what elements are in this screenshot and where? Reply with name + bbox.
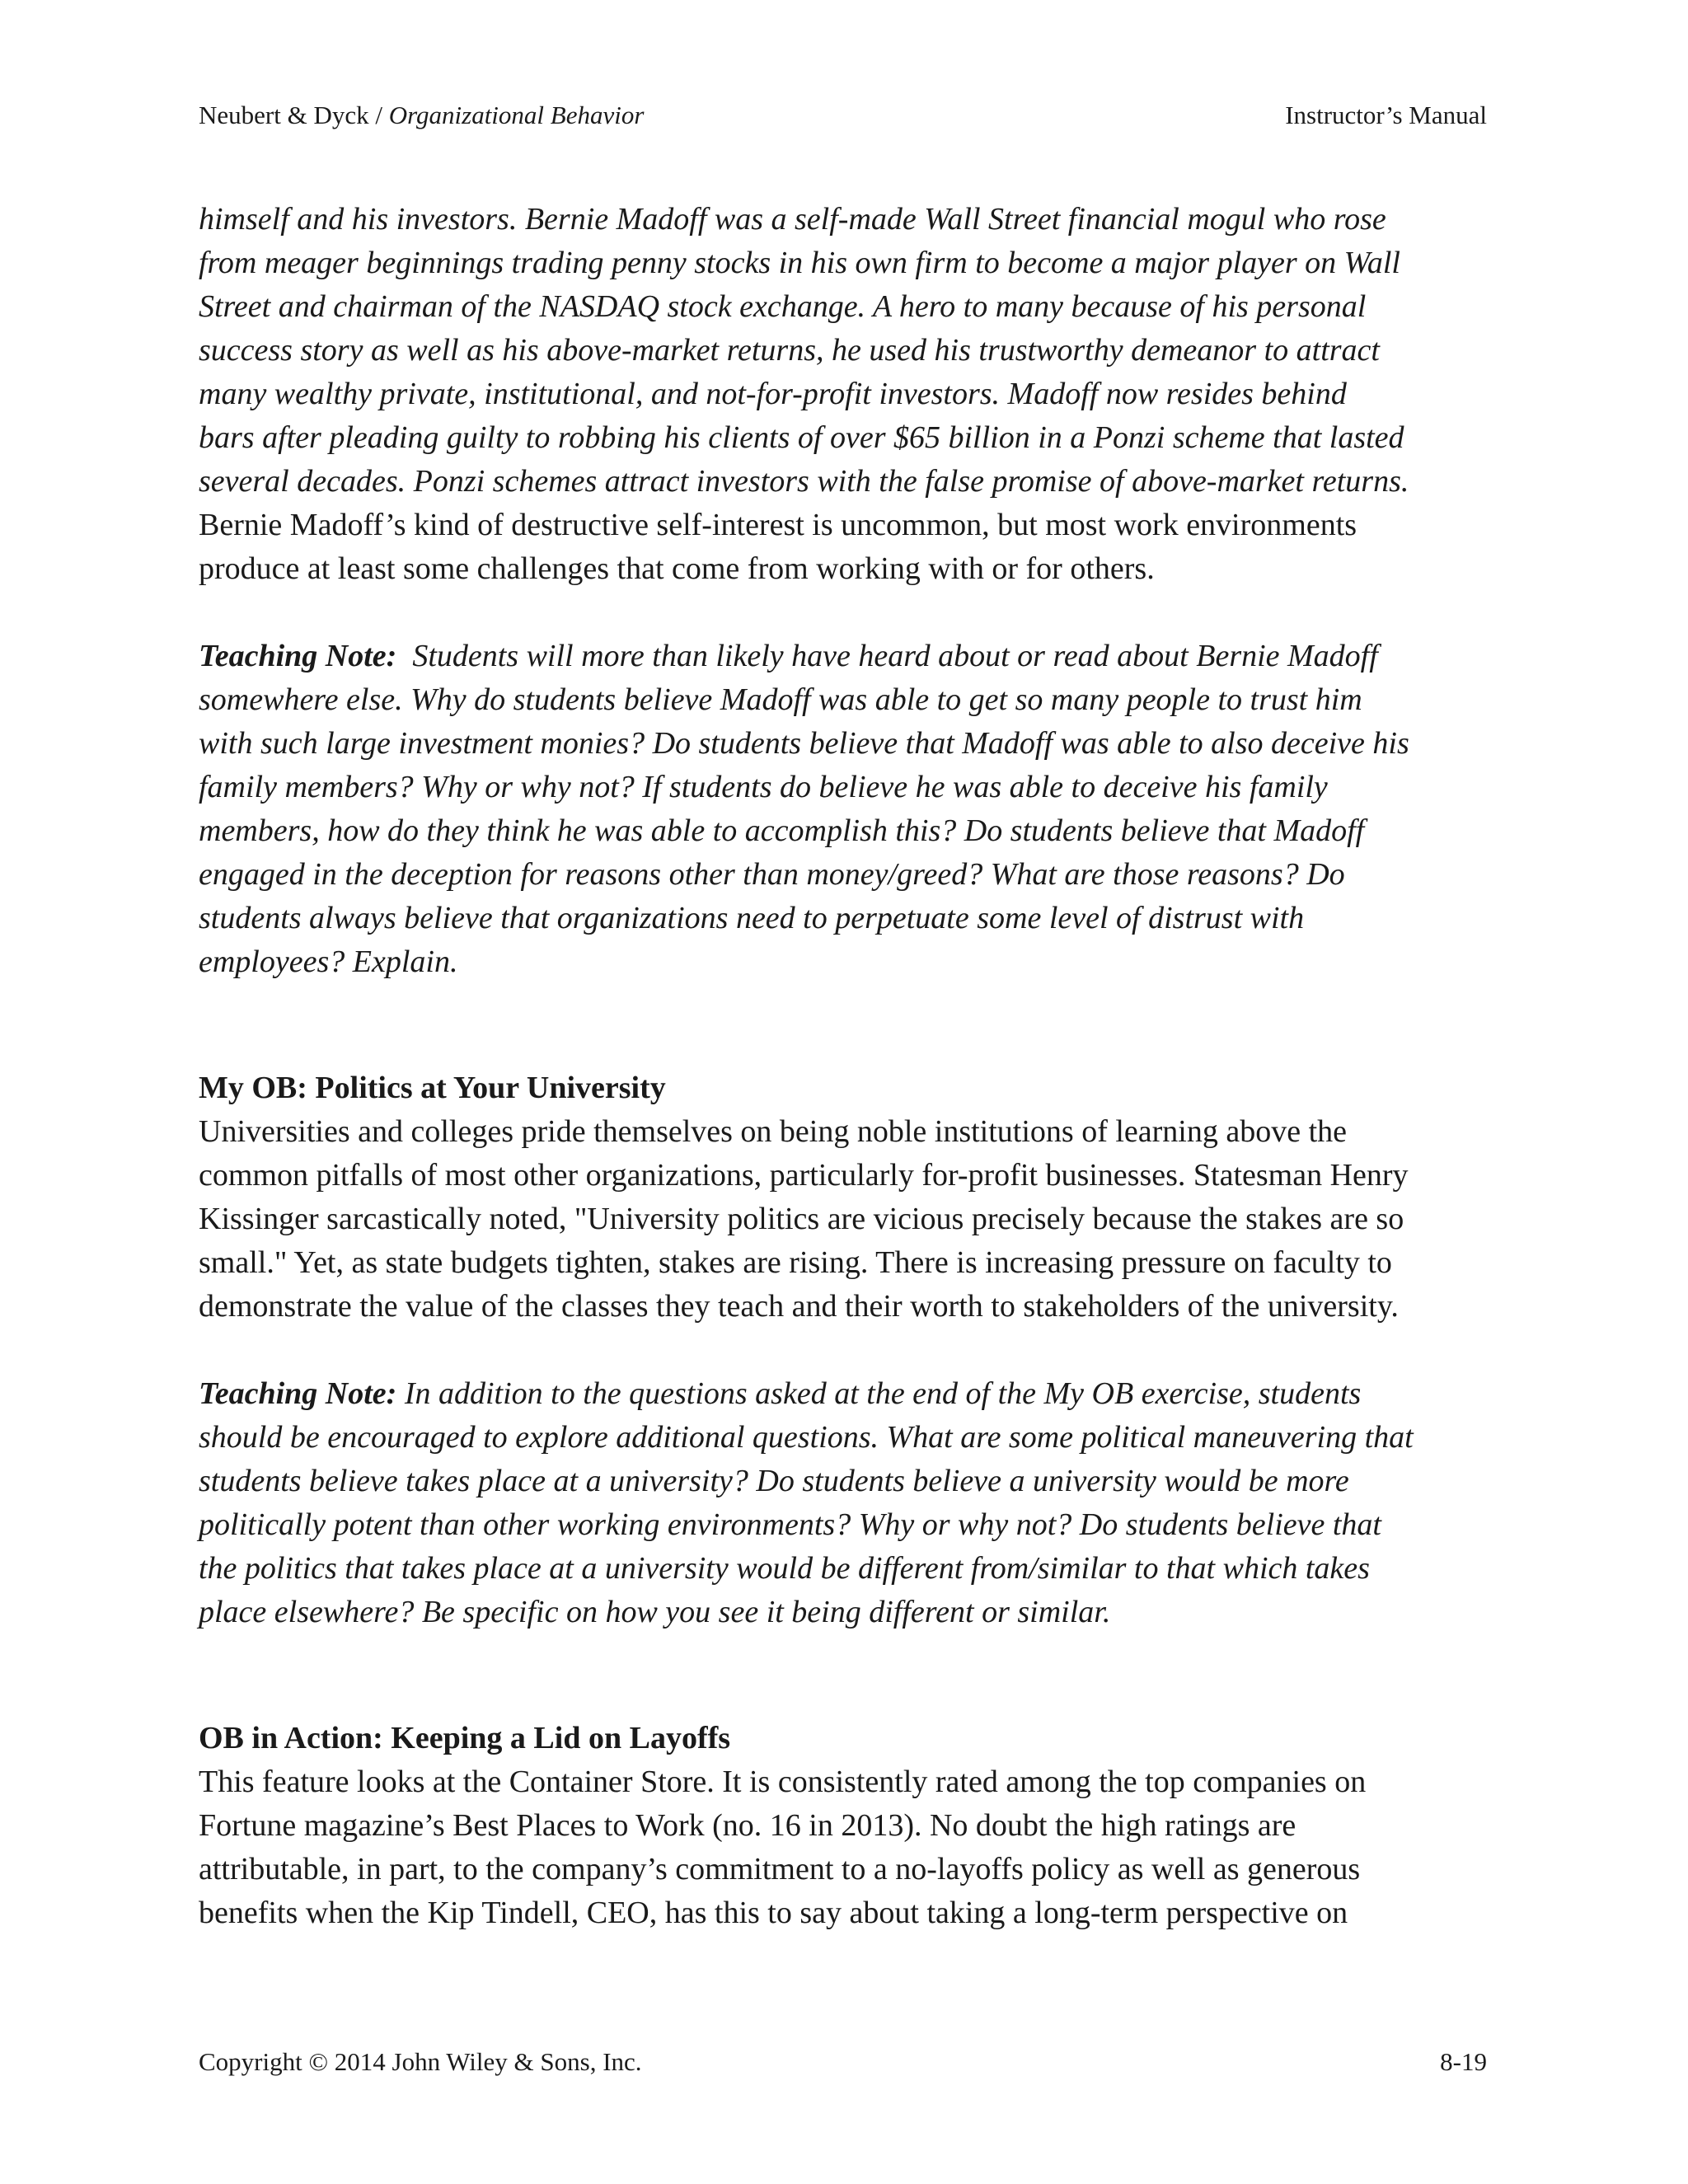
- text-line: This feature looks at the Container Store. It is consistently rated among the top companies on: [199, 1765, 1367, 1799]
- text-line: benefits when the Kip Tindell, CEO, has this to say about taking a long-term perspective on: [199, 1896, 1348, 1930]
- text-line: Universities and colleges pride themselves on being noble institutions of learning above the: [199, 1114, 1348, 1149]
- text-line: from meager beginnings trading penny stocks in his own firm to become a major player on Wall: [199, 246, 1400, 280]
- teaching-note-politics: [199, 1372, 1487, 1634]
- section-heading: OB in Action: Keeping a Lid on Layoffs: [199, 1721, 731, 1755]
- header-manual-label: Instructor’s Manual: [1285, 101, 1487, 129]
- text-line: Street and chairman of the NASDAQ stock exchange. A hero to many because of his personal: [199, 289, 1367, 324]
- text-line: students believe takes place at a university? Do students believe a university would be more: [199, 1464, 1349, 1498]
- header-book-title: Organizational Behavior: [388, 101, 645, 129]
- section-heading: My OB: Politics at Your University: [199, 1071, 666, 1105]
- teaching-note-madoff: [199, 635, 1487, 984]
- ob-in-action-section: [199, 1717, 1487, 1935]
- copyright-notice: Copyright © 2014 John Wiley & Sons, Inc.: [199, 2047, 642, 2076]
- text-line: somewhere else. Why do students believe Madoff was able to get so many people to trust him: [199, 682, 1362, 717]
- text-line: bars after pleading guilty to robbing his clients of over $65 billion in a Ponzi scheme that lasted: [199, 420, 1404, 455]
- teaching-note-label: Teaching Note:: [199, 639, 397, 673]
- text-line: Bernie Madoff’s kind of destructive self-interest is uncommon, but most work environments: [199, 508, 1357, 542]
- text-line: the politics that takes place at a university would be different from/similar to that which takes: [199, 1551, 1370, 1586]
- running-header: [199, 99, 1487, 132]
- my-ob-section: [199, 1066, 1487, 1329]
- text-line: common pitfalls of most other organizations, particularly for-profit businesses. Statesman Henry: [199, 1158, 1409, 1193]
- text-line: members, how do they think he was able to accomplish this? Do students believe that Madoff: [199, 813, 1365, 848]
- text-line: several decades. Ponzi schemes attract investors with the false promise of above-market returns.: [199, 464, 1409, 499]
- text-line: demonstrate the value of the classes they teach and their worth to stakeholders of the university.: [199, 1289, 1399, 1324]
- text-line: engaged in the deception for reasons other than money/greed? What are those reasons? Do: [199, 857, 1345, 892]
- text-line: students always believe that organizations need to perpetuate some level of distrust with: [199, 901, 1305, 935]
- text-line: Fortune magazine’s Best Places to Work (no. 16 in 2013). No doubt the high ratings are: [199, 1808, 1296, 1843]
- teaching-note-label: Teaching Note:: [199, 1376, 397, 1411]
- text-line: family members? Why or why not? If students do believe he was able to deceive his family: [199, 770, 1328, 804]
- text-line: with such large investment monies? Do students believe that Madoff was able to also deceive his: [199, 726, 1409, 761]
- running-footer: [199, 2046, 1487, 2079]
- text-line: himself and his investors. Bernie Madoff was a self-made Wall Street financial mogul who rose: [199, 202, 1386, 237]
- text-line: success story as well as his above-market returns, he used his trustworthy demeanor to attract: [199, 333, 1380, 368]
- text-line: attributable, in part, to the company’s commitment to a no-layoffs policy as well as generous: [199, 1852, 1361, 1886]
- teaching-note-text: Students will more than likely have heard about or read about Bernie Madoff: [396, 639, 1378, 673]
- teaching-note-first-line: [199, 635, 1487, 678]
- text-line: politically potent than other working environments? Why or why not? Do students believe that: [199, 1507, 1381, 1542]
- teaching-note-text: In addition to the questions asked at the end of the My OB exercise, students: [396, 1376, 1362, 1411]
- text-line: produce at least some challenges that come from working with or for others.: [199, 551, 1155, 586]
- page-body: [199, 198, 1487, 1935]
- madoff-paragraph: [199, 198, 1487, 591]
- teaching-note-first-line: [199, 1372, 1487, 1416]
- text-line: many wealthy private, institutional, and not-for-profit investors. Madoff now resides behind: [199, 377, 1347, 411]
- text-line: employees? Explain.: [199, 944, 458, 979]
- page-number: 8-19: [1440, 2047, 1487, 2076]
- text-line: Kissinger sarcastically noted, "University politics are vicious precisely because the stakes are so: [199, 1202, 1404, 1236]
- text-line: place elsewhere? Be specific on how you see it being different or similar.: [199, 1595, 1111, 1629]
- text-line: small." Yet, as state budgets tighten, stakes are rising. There is increasing pressure on faculty to: [199, 1245, 1392, 1280]
- header-authors: Neubert & Dyck /: [199, 101, 389, 129]
- header-left: [199, 99, 644, 132]
- text-line: should be encouraged to explore additional questions. What are some political maneuvering that: [199, 1420, 1414, 1455]
